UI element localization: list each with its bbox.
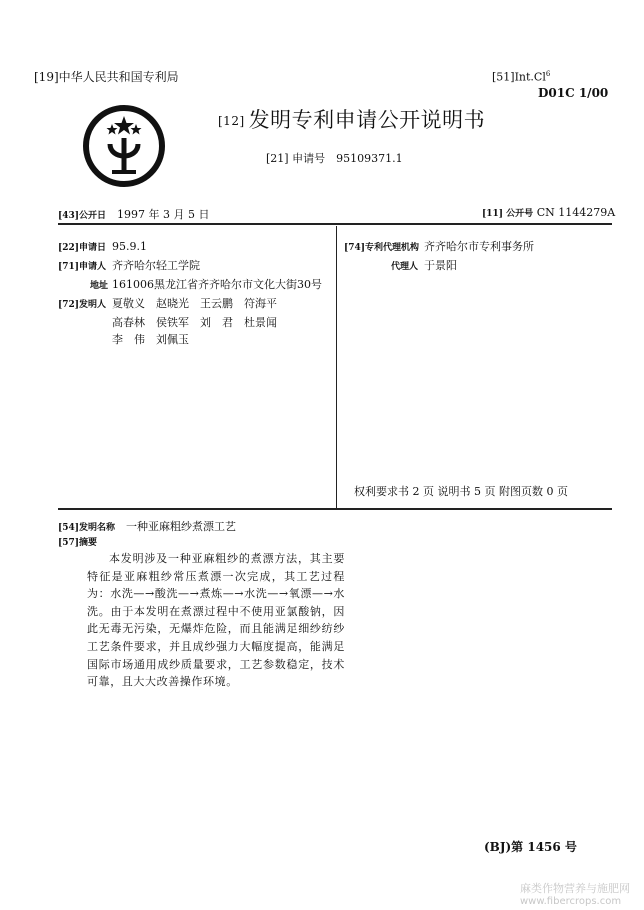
page-counts: 权利要求书 2 页 说明书 5 页 附图页数 0 页 [354,485,568,498]
bibliographic-left: [22]申请日 95.9.1 [71]申请人 齐齐哈尔轻工学院 地址 161006黑龙江省齐齐哈尔市文化大街30号 [72]发明人 夏敬义 赵晓光 王云鹏 符海平 高春林 侯铁军 刘 君 杜景闻 李 伟 刘佩玉 [58,240,322,346]
top-rule [58,223,612,225]
watermark-url: www.fibercrops.com [520,896,622,907]
document-title: [12] 发明专利申请公开说明书 [218,108,486,132]
classification-code: D01C 1/00 [538,86,609,100]
int-cl-label: [51]Int.Cl$^6$ [492,70,551,84]
bibliographic-right: [74]专利代理机构 齐齐哈尔市专利事务所 代理人 于景阳 [344,240,534,272]
abstract-label: [57]摘要 [58,538,98,548]
watermark-text: 麻类作物营养与施肥网 [520,882,630,895]
publication-number: [11] 公开号 CN 1144279A [482,206,616,219]
publication-date: [43]公开日 1997 年 3 月 5 日 [58,208,210,221]
column-divider [336,226,337,508]
issuing-office: [19]中华人民共和国专利局 [34,70,179,84]
abstract-text: 本发明涉及一种亚麻粗纱的煮漂方法，其主要特征是亚麻粗纱常压煮漂一次完成，其工艺过程为：水洗—→酸洗—→煮炼—→水洗—→氧漂—→水洗。由于本发明在煮漂过程中不使用亚氯酸钠，因此无毒无污染，无爆炸危险，而且能满足细纱纺纱工艺条件要求，并且成纱强力大幅度提高，能满足国际市场通用成纱质量要求，工艺参数稳定，技术可靠，且大大改善操作环境。 [87,552,345,689]
application-number: [21] 申请号 95109371.1 [266,152,403,165]
patent-office-emblem-icon [82,104,166,188]
bj-number: (BJ)第 1456 号 [484,840,577,854]
invention-title: [54]发明名称 一种亚麻粗纱煮漂工艺 [58,520,237,533]
mid-rule [58,508,612,510]
